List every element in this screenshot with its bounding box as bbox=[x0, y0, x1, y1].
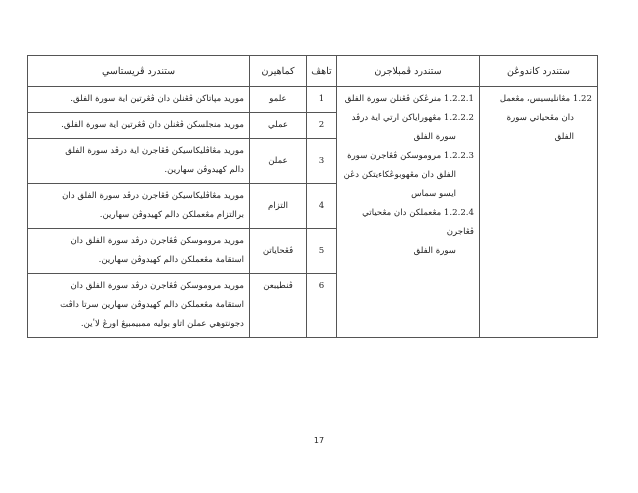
kemahiran-cell: عملي bbox=[250, 113, 307, 139]
prestasi-line: موريد منجلسکن ڤڠنلن دان ڤڠرتين اية سورة الفلق. bbox=[61, 120, 244, 130]
header-standard-kandungan: ستندرد کاندوڠن bbox=[480, 56, 598, 87]
prestasi-line: موريد مڠاڤليکاسيکن ڤڠاجرن درڤد سورة الفلق دان bbox=[62, 191, 244, 201]
kemahiran-cell: ڤڠحاياتن bbox=[250, 229, 307, 274]
sp-item-cont: سورة الفلق bbox=[413, 246, 456, 256]
sk-line: الفلق bbox=[554, 132, 574, 142]
tahap-cell: 1 bbox=[307, 87, 337, 113]
sp-item: 1.2.2.4 مڠعملکن دان مڠحياتي ڤڠاجرن bbox=[362, 208, 474, 237]
kemahiran-cell: علمو bbox=[250, 87, 307, 113]
sp-item: 1.2.2.1 منرڠکن ڤڠنلن سورة الفلق bbox=[344, 94, 474, 104]
prestasi-cell bbox=[28, 184, 250, 229]
kemahiran-cell: عملن bbox=[250, 139, 307, 184]
prestasi-line: برالتزام مڠعملکن دالم کهيدوڤن سهارين. bbox=[99, 210, 244, 220]
prestasi-cell bbox=[28, 274, 250, 338]
table-row bbox=[28, 87, 598, 113]
standards-table bbox=[27, 55, 598, 338]
tahap-cell: 5 bbox=[307, 229, 337, 274]
header-standard-pembelajaran: ستندرد ڤمبلاجرن bbox=[337, 56, 480, 87]
sp-item-cont: الفلق دان مڠهوبوڠکاءيتکن دڠن bbox=[343, 170, 456, 180]
prestasi-line: دجونتوهي عملن اتاو بوليه ممبيمبيڠ اورڠ لاٴين. bbox=[80, 319, 244, 329]
tahap-cell: 2 bbox=[307, 113, 337, 139]
prestasi-cell bbox=[28, 229, 250, 274]
header-kemahiran: کماهيرن bbox=[250, 56, 307, 87]
standard-pembelajaran-cell bbox=[337, 87, 480, 338]
prestasi-cell bbox=[28, 87, 250, 113]
header-tahap: تاهڤ bbox=[307, 56, 337, 87]
prestasi-line: موريد مروموسکن ڤڠاجرن درڤد سورة الفلق دان bbox=[70, 236, 244, 246]
prestasi-line: استقامة مڠعملکن دالم کهيدوڤن سهارين سرتا داڤت bbox=[60, 300, 244, 310]
prestasi-cell bbox=[28, 139, 250, 184]
sk-line: 1.22 مڠانليسيس، مڠعمل bbox=[499, 94, 592, 104]
prestasi-line: دالم کهيدوڤن سهارين. bbox=[164, 165, 244, 175]
prestasi-line: استقامة مڠعملکن دالم کهيدوڤن سهارين. bbox=[98, 255, 244, 265]
sp-item-cont: سورة الفلق bbox=[413, 132, 456, 142]
sk-line: دان مڠحياتي سورة bbox=[506, 113, 574, 123]
tahap-cell: 3 bbox=[307, 139, 337, 184]
tahap-cell: 4 bbox=[307, 184, 337, 229]
header-standard-prestasi: ستندرد ڤريستاسي bbox=[28, 56, 250, 87]
page-number: 17 bbox=[313, 436, 325, 445]
kemahiran-cell: التزام bbox=[250, 184, 307, 229]
prestasi-line: موريد مڠاڤليکاسيکن ڤڠاجرن اية درڤد سورة الفلق bbox=[65, 146, 244, 156]
prestasi-line: موريد مروموسکن ڤڠاجرن درڤد سورة الفلق دان bbox=[70, 281, 244, 291]
prestasi-line: موريد مڽاتاکن ڤڠنلن دان ڤڠرتين اية سورة الفلق. bbox=[70, 94, 244, 104]
sp-item: 1.2.2.2 مڠهوراياکن ارتي اية درڤد bbox=[351, 113, 474, 123]
prestasi-cell bbox=[28, 113, 250, 139]
sp-item: 1.2.2.3 مروموسکن ڤڠاجرن سورة bbox=[347, 151, 474, 161]
standard-kandungan-cell bbox=[480, 87, 598, 338]
header-row bbox=[28, 56, 598, 87]
tahap-cell: 6 bbox=[307, 274, 337, 338]
sp-item-cont: ايسو سماس bbox=[411, 189, 456, 199]
kemahiran-cell: ڤنطيبعن bbox=[250, 274, 307, 338]
